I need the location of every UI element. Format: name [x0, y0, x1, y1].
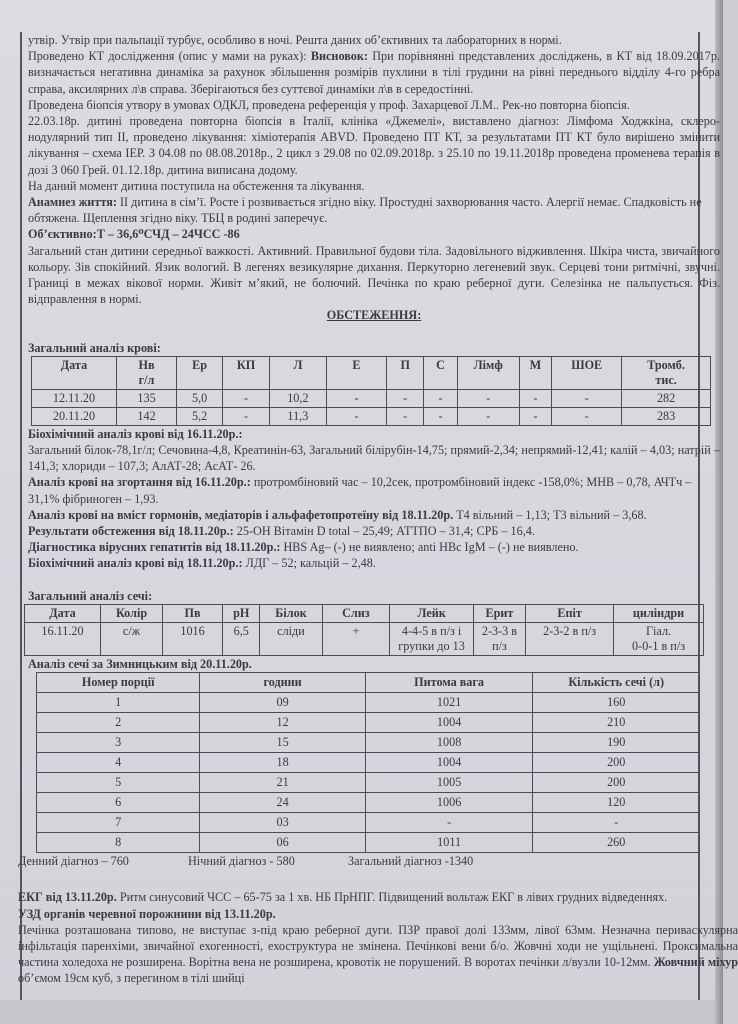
urine-table-cell: 2-3-2 в п/з	[526, 622, 614, 655]
zimnitsky-table-cell: 3	[37, 733, 200, 753]
blood-table-row	[32, 389, 711, 407]
blood-table-cell: -	[223, 389, 270, 407]
urine-table-header-cell: Пв	[163, 604, 223, 622]
biochem-2-text: ЛДГ – 52; кальцій – 2,48.	[242, 556, 376, 571]
page-bottom-edge	[0, 1000, 723, 1024]
blood-table-cell: -	[457, 389, 519, 407]
zimnitsky-table-row	[37, 833, 700, 853]
gallbladder-text: об’ємом 19см куб, з перегином в тілі шийці	[18, 971, 245, 986]
document-content	[18, 32, 738, 987]
zimnitsky-table-header-cell: Номер порції	[37, 673, 200, 693]
vitals-line	[28, 226, 720, 242]
biochem-1-text: Загальний білок-78,1г/л; Сечовина-4,8, Креатинін-63, Загальний білірубін-14,75; прямий-2,34; непрямий-12,41; калій – 4,03; натрій – 141,3; хлориди – 107,3; АлАТ-28; АсАТ- 26.	[28, 443, 720, 474]
exam-results	[28, 523, 720, 539]
urine-table-cell: 1016	[163, 622, 223, 655]
zimnitsky-table-cell: 4	[37, 753, 200, 773]
blood-table-cell: -	[326, 407, 386, 425]
blood-table-cell: -	[387, 407, 424, 425]
vitals-heart-rate: ЧСС -86	[193, 227, 240, 242]
hormones-text: Т4 вільний – 1,13; Т3 вільний – 3,68.	[453, 507, 647, 522]
coagulation-text: протромбіновий час – 10,2сек, протромбіновий індекс -158,0%; МНВ – 0,78, АЧТч – 31,1% фібриноген – 1,93.	[28, 475, 692, 506]
urine-general-table	[24, 604, 704, 656]
zimnitsky-table-row	[37, 813, 700, 833]
zimnitsky-table-header-cell: Кількість сечі (л)	[533, 673, 700, 693]
urine-table-header-cell: Білок	[260, 604, 322, 622]
zimnitsky-table-row	[37, 713, 700, 733]
blood-table-header-cell: Нв г/л	[116, 356, 176, 389]
coagulation-label: Аналіз крові на згортання від 16.11.20р.:	[28, 475, 251, 490]
anamnesis-text: ІІ дитина в сім’ї. Росте і розвивається згідно віку. Простудні захворювання часто. Алергії немає. Спадковість не обтяжена. Щеплення згідно віку. ТБЦ в родині заперечує.	[28, 195, 702, 226]
blood-table-header-cell: Л	[269, 356, 326, 389]
ct-conclusion-text: При порівнянні представлених досліджень, в КТ від 18.09.2017р. визначається негативна динаміка за рахунок збільшення розмірів пухлини в тілі грудини на рівні переднього відділу 4-го ребра справа, аксилярних л\в справа. Зберігаються без суттєвої динаміки л\в в середостінні.	[28, 49, 720, 96]
zimnitsky-table-cell: 120	[533, 793, 700, 813]
zimnitsky-table	[36, 672, 700, 853]
blood-table-cell: -	[552, 407, 622, 425]
hormones	[28, 507, 720, 523]
blood-table-cell: 283	[622, 407, 711, 425]
blood-table-cell: -	[387, 389, 424, 407]
zimnitsky-table-cell: 1006	[365, 793, 533, 813]
blood-table-body	[32, 389, 711, 425]
zimnitsky-table-cell: 2	[37, 713, 200, 733]
exam-results-text: 25-ОН Вітамін D total – 25,49; АТТПО – 31,4; СРБ – 16,4.	[233, 524, 535, 539]
blood-table-cell: 12.11.20	[32, 389, 117, 407]
urine-table-cell: +	[322, 622, 390, 655]
urine-table-body	[25, 622, 704, 655]
blood-table-cell: -	[519, 389, 552, 407]
ultrasound-text	[18, 922, 738, 987]
blood-table-cell: 282	[622, 389, 711, 407]
ecg-text: Ритм синусовий ЧСС – 65-75 за 1 хв. НБ ПрНПГ. Підвищений вольтаж ЕКГ в лівих грудних відведеннях.	[116, 890, 668, 905]
zimnitsky-table-cell: 8	[37, 833, 200, 853]
gallbladder-label: Жовчний міхур	[653, 955, 738, 970]
blood-table-cell: -	[424, 389, 458, 407]
blood-table-header-cell: Е	[326, 356, 386, 389]
vitals-respiratory-rate: ЧД – 24	[152, 227, 194, 242]
urine-table-cell: 2-3-3 в п/з	[473, 622, 525, 655]
paragraph-tumor: утвір. Утвір при пальпації турбує, особливо в ночі. Решта даних об’єктивних та лабораторних в нормі.	[28, 33, 562, 47]
blood-table-cell: 10,2	[269, 389, 326, 407]
biochem-2	[28, 555, 720, 571]
zimnitsky-table-cell: 260	[533, 833, 700, 853]
urine-table-header-cell: pH	[223, 604, 260, 622]
zimnitsky-table-header-cell: Питома вага	[365, 673, 533, 693]
blood-table-cell: 5,0	[177, 389, 223, 407]
zimnitsky-table-cell: 03	[200, 813, 365, 833]
zimnitsky-table-cell: 18	[200, 753, 365, 773]
zimnitsky-table-cell: 1005	[365, 773, 533, 793]
vitals-temperature: Т – 36,6⁰С	[96, 227, 153, 242]
night-diuresis: Нічний діагноз - 580	[188, 854, 295, 869]
blood-table-cell: 20.11.20	[32, 407, 117, 425]
blood-table-cell: -	[457, 407, 519, 425]
urine-table-cell: Гіал. 0-0-1 в п/з	[614, 622, 704, 655]
hepatitis-diagnostics	[28, 539, 720, 555]
zimnitsky-table-cell: 160	[533, 693, 700, 713]
urine-table-header-cell: Ерит	[473, 604, 525, 622]
zimnitsky-table-cell: 190	[533, 733, 700, 753]
blood-table-header-cell: М	[519, 356, 552, 389]
urine-table-cell: с/ж	[100, 622, 162, 655]
zimnitsky-table-cell: 12	[200, 713, 365, 733]
hepatitis-text: HBS Ag– (-) не виявлено; anti HBc IgM – (-) не виявлено.	[280, 540, 579, 555]
coagulation	[28, 474, 720, 506]
conclusion-label: Висновок:	[310, 49, 368, 64]
urine-table-row	[25, 622, 704, 655]
zimnitsky-table-cell: 5	[37, 773, 200, 793]
blood-table-header-cell: ШОЕ	[552, 356, 622, 389]
paragraph-anamnesis	[28, 194, 720, 226]
zimnitsky-table-cell: 200	[533, 773, 700, 793]
ultrasound-liver-text: Печінка розташована типово, не виступає з-під краю реберної дуги. ПЗР правої долі 133мм, лівої 63мм. Незначна периваскулярна інфільтація паренхіми, звичайної ехогенності, ехоструктура не змінена. Печінкові вени б/о. Жовчні ходи не ущільнені. Проксимальна частина холедоха не розширена. Ворітна вена не розширена, кровотік не порушений. В воротах печінки л/вузли 10-12мм.	[18, 922, 738, 970]
urine-table-header-cell: Лейк	[390, 604, 474, 622]
vitals-label: Об’єктивно:	[28, 227, 97, 242]
zimnitsky-table-cell: 6	[37, 793, 200, 813]
blood-table-header-cell: С	[424, 356, 458, 389]
blood-table-header-cell: Ер	[177, 356, 223, 389]
zimnitsky-title: Аналіз сечі за Зимницьким від 20.11.20р.	[28, 656, 252, 671]
blood-table-cell: -	[326, 389, 386, 407]
urine-table-header-cell: Епіт	[526, 604, 614, 622]
ecg	[18, 889, 730, 905]
ultrasound-title: УЗД органів черевної порожнини від 13.11.20р.	[18, 906, 276, 921]
urine-table-cell: 6,5	[223, 622, 260, 655]
urine-general-title: Загальний аналіз сечі:	[28, 588, 153, 603]
ct-intro: Проведено КТ дослідження (опис у мами на руках):	[28, 49, 311, 64]
blood-table-cell: -	[424, 407, 458, 425]
urine-table-header	[25, 604, 704, 622]
urine-table-header-cell: Слиз	[322, 604, 390, 622]
ecg-label: ЕКГ від 13.11.20р.	[18, 890, 117, 905]
blood-general-table	[31, 356, 711, 426]
zimnitsky-table-cell: 1004	[365, 753, 533, 773]
blood-table-cell: 5,2	[177, 407, 223, 425]
zimnitsky-table-cell: 1021	[365, 693, 533, 713]
zimnitsky-table-row	[37, 773, 700, 793]
exam-results-label: Результати обстеження від 18.11.20р.:	[28, 524, 234, 539]
blood-table-cell: -	[223, 407, 270, 425]
paragraph-admission: На даний момент дитина поступила на обстеження та лікування.	[28, 178, 365, 193]
zimnitsky-table-cell: 1	[37, 693, 200, 713]
zimnitsky-table-header	[37, 673, 700, 693]
zimnitsky-table-cell: 06	[200, 833, 365, 853]
zimnitsky-table-cell: 1011	[365, 833, 533, 853]
urine-table-header-cell: Дата	[25, 604, 101, 622]
hormones-label: Аналіз крові на вміст гормонів, медіаторів і альфафетопротеїну від 18.11.20р.	[28, 507, 454, 522]
zimnitsky-summary	[18, 853, 720, 869]
zimnitsky-table-row	[37, 733, 700, 753]
zimnitsky-table-cell: 15	[200, 733, 365, 753]
zimnitsky-table-cell: 1008	[365, 733, 533, 753]
blood-table-header-cell: КП	[223, 356, 270, 389]
day-diuresis: Денний діагноз – 760	[18, 854, 129, 869]
zimnitsky-table-header-cell: години	[200, 673, 365, 693]
anamnesis-label: Анамнез життя:	[28, 195, 117, 210]
zimnitsky-table-cell: 7	[37, 813, 200, 833]
blood-table-cell: 142	[116, 407, 176, 425]
urine-table-cell: 4-4-5 в п/з і групки до 13	[390, 622, 474, 655]
section-title-examinations: ОБСТЕЖЕННЯ:	[326, 308, 422, 323]
zimnitsky-table-cell: -	[365, 813, 533, 833]
zimnitsky-table-cell: 210	[533, 713, 700, 733]
hepatitis-label: Діагностика вірусних гепатитів від 18.11.20р.:	[28, 540, 281, 555]
urine-table-cell: 16.11.20	[25, 622, 101, 655]
zimnitsky-table-row	[37, 793, 700, 813]
blood-table-cell: -	[519, 407, 552, 425]
blood-general-title: Загальний аналіз крові:	[28, 340, 161, 355]
zimnitsky-table-cell: -	[533, 813, 700, 833]
total-diuresis: Загальний діагноз -1340	[348, 854, 474, 869]
blood-table-header-cell: Лімф	[457, 356, 519, 389]
blood-table-header	[32, 356, 711, 389]
biochem-1	[28, 426, 720, 475]
biochem-1-label: Біохімічний аналіз крові від 16.11.20р.:	[28, 426, 243, 441]
paragraph-biopsy: Проведена біопсія утвору в умовах ОДКЛ, проведена референція у проф. Захарцевої Л.М.. Рек-но повторна біопсія.	[28, 97, 630, 112]
urine-table-cell: сліди	[260, 622, 322, 655]
blood-table-row	[32, 407, 711, 425]
paragraph-ct	[28, 48, 720, 97]
blood-table-cell: 135	[116, 389, 176, 407]
zimnitsky-table-cell: 1004	[365, 713, 533, 733]
zimnitsky-table-cell: 200	[533, 753, 700, 773]
paragraph-treatment: 22.03.18р. дитині проведена повторна біопсія в Італії, клініка «Джемелі», виставлено діагноз: Лімфома Ходжкіна, склеро-нодулярний тип II, проведено лікування: хіміотерапія ABVD. Проведено ПТ КТ, за результатами ПТ КТ було вирішено змінити лікування – схема ІЕР. З 04.08 по 08.08.2018р., 2 цикл з 29.08 по 02.09.2018р. з 25.10 по 19.11.2018р проведена променева терапія в дозі 3 060 Грей. 01.12.18р. дитина виписана додому.	[28, 114, 720, 177]
blood-table-header-cell: Тромб. тис.	[622, 356, 711, 389]
zimnitsky-table-body	[37, 693, 700, 853]
zimnitsky-table-row	[37, 753, 700, 773]
zimnitsky-table-row	[37, 693, 700, 713]
zimnitsky-table-cell: 09	[200, 693, 365, 713]
zimnitsky-table-cell: 24	[200, 793, 365, 813]
physical-exam-text: Загальний стан дитини середньої важкості. Активний. Правильної будови тіла. Задовільного відживлення. Шкіра чиста, звичайного кольору. Зів спокійний. Язик вологий. В легенях везикулярне дихання. Перкуторно легеневий звук. Серцеві тони ритмічні, звучні. Границі в межах вікової норми. Живіт м’який, не болючий. Печінка по краю реберної дуги. Селезінка не пальпується. Фіз. відправлення в нормі.	[28, 243, 720, 307]
urine-table-header-cell: Колір	[100, 604, 162, 622]
blood-table-cell: -	[552, 389, 622, 407]
biochem-2-label: Біохімічний аналіз крові від 18.11.20р.:	[28, 556, 243, 571]
blood-table-header-cell: Дата	[32, 356, 117, 389]
blood-table-header-cell: П	[387, 356, 424, 389]
urine-table-header-cell: циліндри	[614, 604, 704, 622]
blood-table-cell: 11,3	[269, 407, 326, 425]
zimnitsky-table-cell: 21	[200, 773, 365, 793]
